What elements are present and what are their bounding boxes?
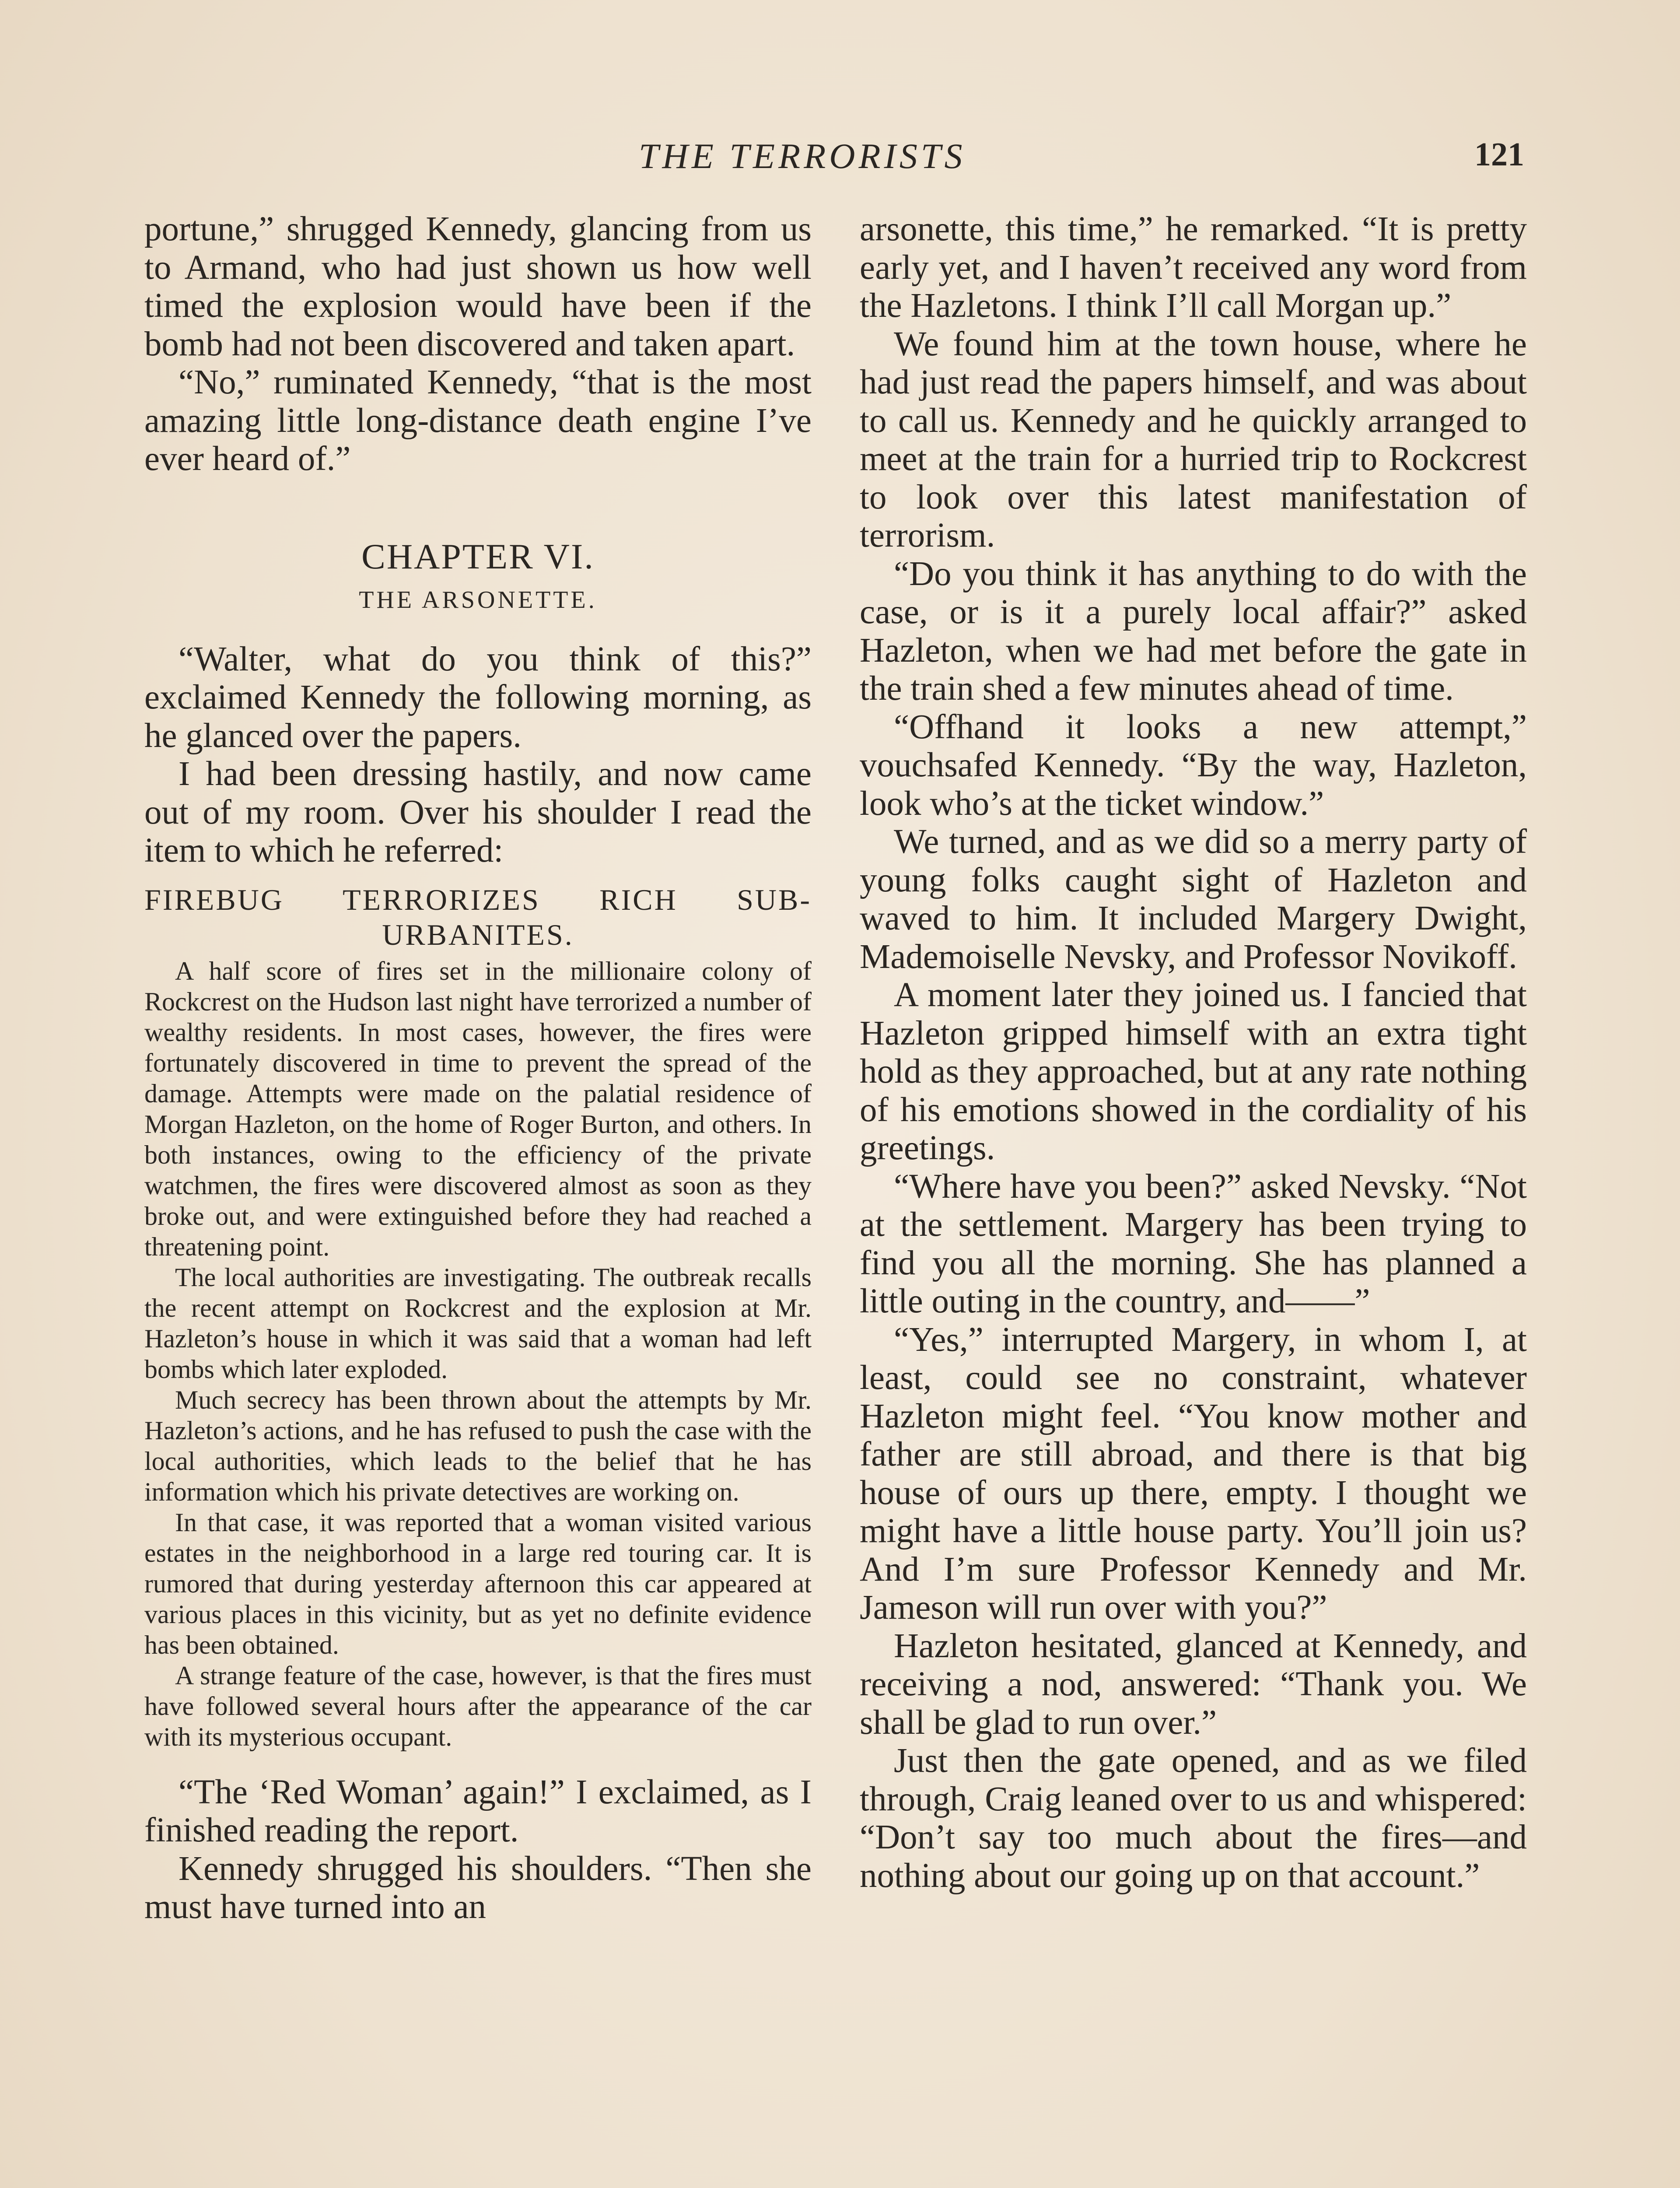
left-column — [144, 210, 812, 1926]
paragraph: “Where have you been?” asked Nevsky. “Not at the settlement. Margery has been trying to find you all the morning. She has planned a little outing in the country, and——” — [860, 1167, 1527, 1320]
news-paragraph: In that case, it was reported that a woman visited various estates in the neighborhood in a large red touring car. It is rumored that during yesterday afternoon this car appeared at various places in this vicinity, but as yet no definite evidence has been obtained. — [144, 1508, 812, 1659]
paragraph: “Offhand it looks a new attempt,” vouchsafed Kennedy. “By the way, Hazleton, look who’s at the ticket window.” — [860, 708, 1527, 823]
news-headline-line: URBANITES. — [382, 918, 574, 951]
paragraph: Kennedy shrugged his shoulders. “Then she must have turned into an — [144, 1849, 812, 1926]
right-column — [860, 210, 1527, 1895]
news-headline — [144, 882, 812, 952]
chapter-title: CHAPTER VI. — [361, 536, 595, 576]
page-number: 121 — [1474, 136, 1524, 173]
news-paragraph: A half score of fires set in the millionaire colony of Rockcrest on the Hudson last night have terrorized a number of wealthy residents. In most cases, however, the fires were fortunately discovered in time to prevent the spread of the damage. Attempts were made on the palatial residence of Morgan Hazleton, on the home of Roger Burton, and others. In both instances, owing to the efficiency of the private watchmen, the fires were discovered almost as soon as they broke out, and were extinguished before they had reached a threatening point. — [144, 956, 812, 1261]
paragraph: We turned, and as we did so a merry party of young folks caught sight of Hazleton and waved to him. It included Margery Dwight, Mademoiselle Nevsky, and Professor Novikoff. — [860, 823, 1527, 976]
chapter-subtitle: THE ARSONETTE. — [359, 586, 597, 614]
paragraph: Just then the gate opened, and as we filed through, Craig leaned over to us and whispered: “Don’t say too much about the fires—and nothing about our going up on that account.” — [860, 1742, 1527, 1895]
paragraph: “Walter, what do you think of this?” exclaimed Kennedy the following morning, as he glanced over the papers. — [144, 640, 812, 755]
running-header — [0, 136, 1680, 184]
running-title: THE TERRORISTS — [639, 136, 966, 176]
paragraph: I had been dressing hastily, and now came out of my room. Over his shoulder I read the item to which he referred: — [144, 755, 812, 870]
paragraph: Hazleton hesitated, glanced at Kennedy, and receiving a nod, answered: “Thank you. We shall be glad to run over.” — [860, 1627, 1527, 1742]
news-paragraph: Much secrecy has been thrown about the attempts by Mr. Hazleton’s actions, and he has refused to push the case with the local authorities, which leads to the belief that he has information which his private detectives are working on. — [144, 1385, 812, 1506]
paragraph: portune,” shrugged Kennedy, glancing from us to Armand, who had just shown us how well timed the explosion would have been if the bomb had not been discovered and taken apart. — [144, 210, 812, 363]
news-headline-line: FIREBUG TERRORIZES RICH SUB- — [144, 883, 812, 916]
paragraph: arsonette, this time,” he remarked. “It is pretty early yet, and I haven’t received any word from the Hazletons. I think I’ll call Morgan up.” — [860, 210, 1527, 325]
paragraph: “No,” ruminated Kennedy, “that is the most amazing little long-distance death engine I’ve ever heard of.” — [144, 363, 812, 478]
paragraph: “Yes,” interrupted Margery, in whom I, at least, could see no constraint, whatever Hazleton might feel. “You know mother and father are still abroad, and there is that big house of ours up there, empty. I thought we might have a little house party. You’ll join us? And I’m sure Professor Kennedy and Mr. Jameson will run over with you?” — [860, 1320, 1527, 1627]
paragraph: “Do you think it has anything to do with the case, or is it a purely local affair?” asked Hazleton, when we had met before the gate in the train shed a few minutes ahead of time. — [860, 554, 1527, 708]
paragraph: A moment later they joined us. I fancied that Hazleton gripped himself with an extra tight hold as they approached, but at any rate nothing of his emotions showed in the cordiality of his greetings. — [860, 976, 1527, 1167]
paragraph: We found him at the town house, where he had just read the papers himself, and was about to call us. Kennedy and he quickly arranged to meet at the train for a hurried trip to Rockcrest to look over this latest manifestation of terrorism. — [860, 325, 1527, 554]
paragraph: “The ‘Red Woman’ again!” I exclaimed, as I finished reading the report. — [144, 1773, 812, 1849]
news-paragraph: The local authorities are investigating. The outbreak recalls the recent attempt on Rockcrest and the explosion at Mr. Hazleton’s house in which it was said that a woman had left bombs which later exploded. — [144, 1262, 812, 1384]
news-clipping — [144, 956, 812, 1752]
news-paragraph: A strange feature of the case, however, is that the fires must have followed several hours after the appearance of the car with its mysterious occupant. — [144, 1661, 812, 1751]
